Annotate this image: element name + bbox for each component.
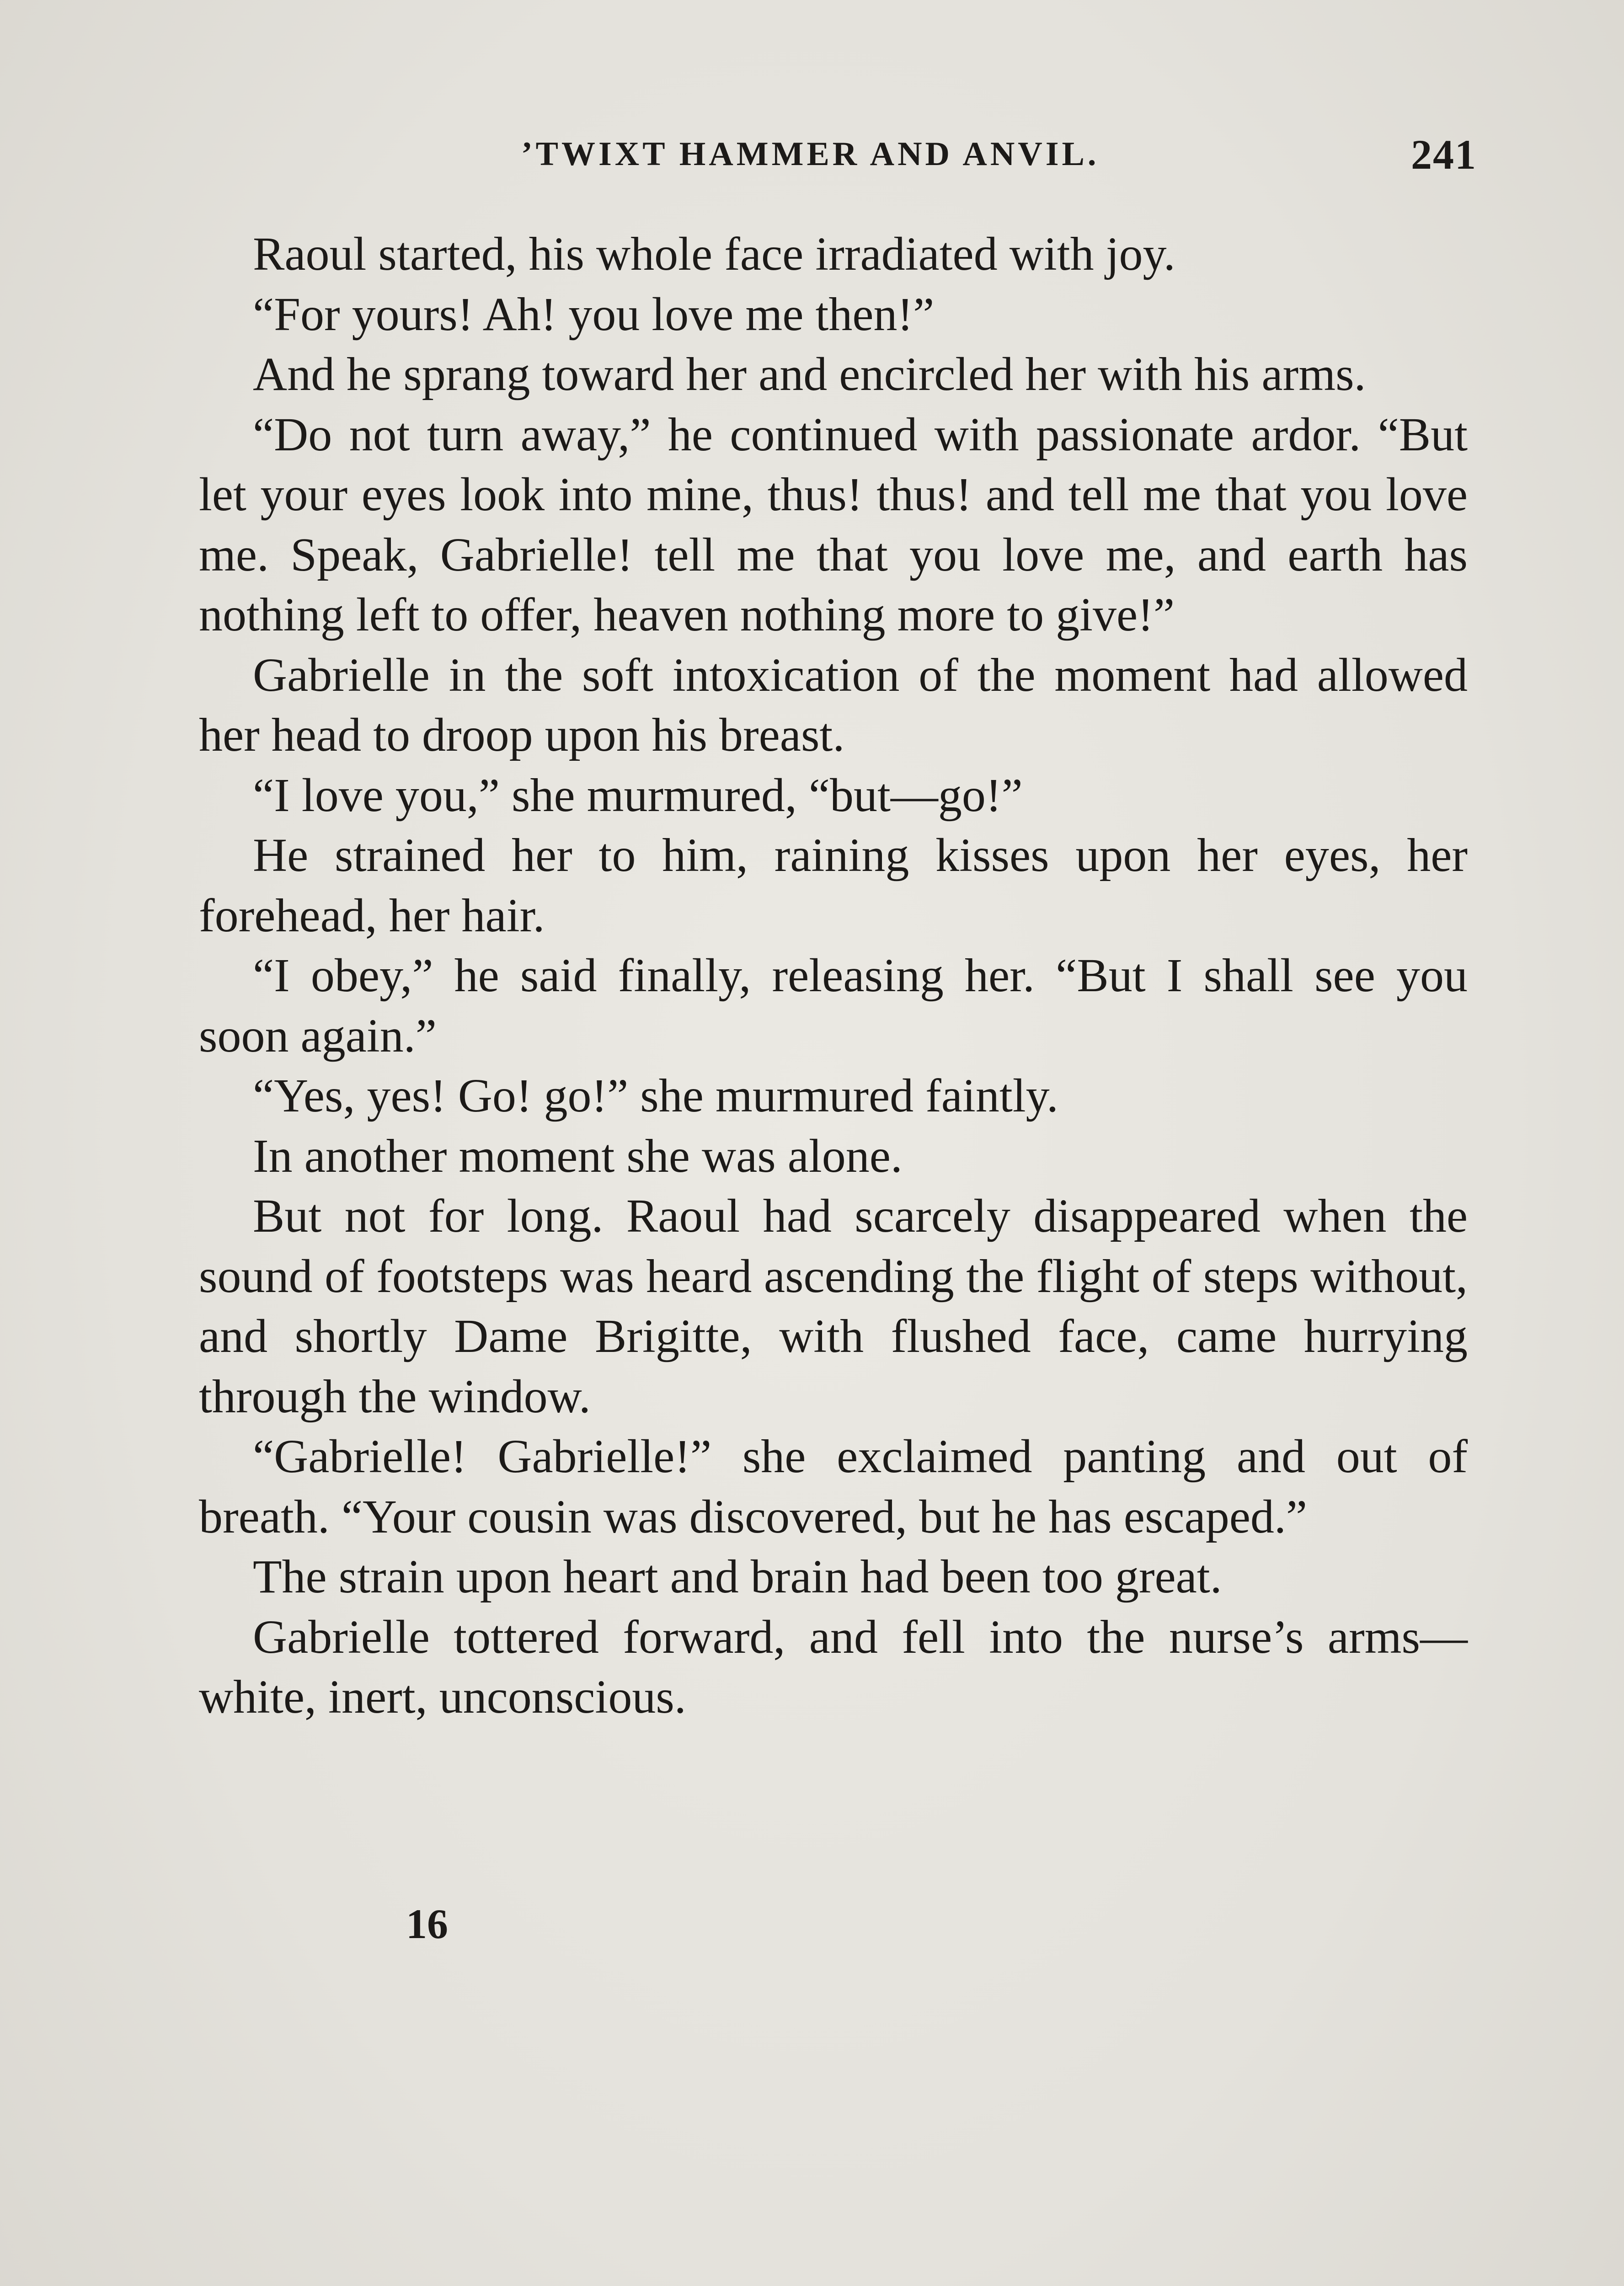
paragraph: He strained her to him, raining kisses upon her eyes, her forehead, her hair. (199, 829, 1468, 942)
paragraph: “I obey,” he said finally, releasing her. “But I shall see you soon again.” (199, 949, 1468, 1062)
paragraph: And he sprang toward her and encircled her with his arms. (253, 348, 1366, 401)
paragraph: Gabrielle in the soft intoxication of the moment had allowed her head to droop upon his breast. (199, 648, 1468, 761)
paragraph: The strain upon heart and brain had been too great. (253, 1550, 1222, 1603)
paragraph: “Do not turn away,” he continued with passionate ardor. “But let your eyes look into mine, thus! thus! and tell me that you love me. Speak, Gabrielle! tell me that you love me, and earth has nothing left to offer, heaven nothing more to give!” (199, 408, 1468, 641)
paragraph: “Yes, yes! Go! go!” she murmured faintly. (253, 1069, 1058, 1122)
signature-mark: 16 (406, 1901, 448, 1947)
paragraph: Raoul started, his whole face irradiated with joy. (253, 228, 1175, 280)
paragraph: “Gabrielle! Gabrielle!” she exclaimed panting and out of breath. “Your cousin was discovered, but he has escaped.” (199, 1430, 1468, 1543)
paragraph: “I love you,” she murmured, “but—go!” (253, 769, 1023, 822)
paragraph: Gabrielle tottered forward, and fell into the nurse’s arms—white, inert, unconscious. (199, 1610, 1468, 1723)
paragraph: In another moment she was alone. (253, 1129, 903, 1182)
running-title: ’TWIXT HAMMER AND ANVIL. (521, 135, 1100, 173)
page-number: 241 (1411, 131, 1477, 178)
body-text (199, 224, 1468, 1727)
page-header (521, 130, 1477, 181)
paragraph: But not for long. Raoul had scarcely disappeared when the sound of footsteps was heard ascending the flight of steps without, and shortly Dame Brigitte, with flushed face, came hurrying through the window. (199, 1190, 1468, 1423)
paragraph: “For yours! Ah! you love me then!” (253, 288, 935, 341)
